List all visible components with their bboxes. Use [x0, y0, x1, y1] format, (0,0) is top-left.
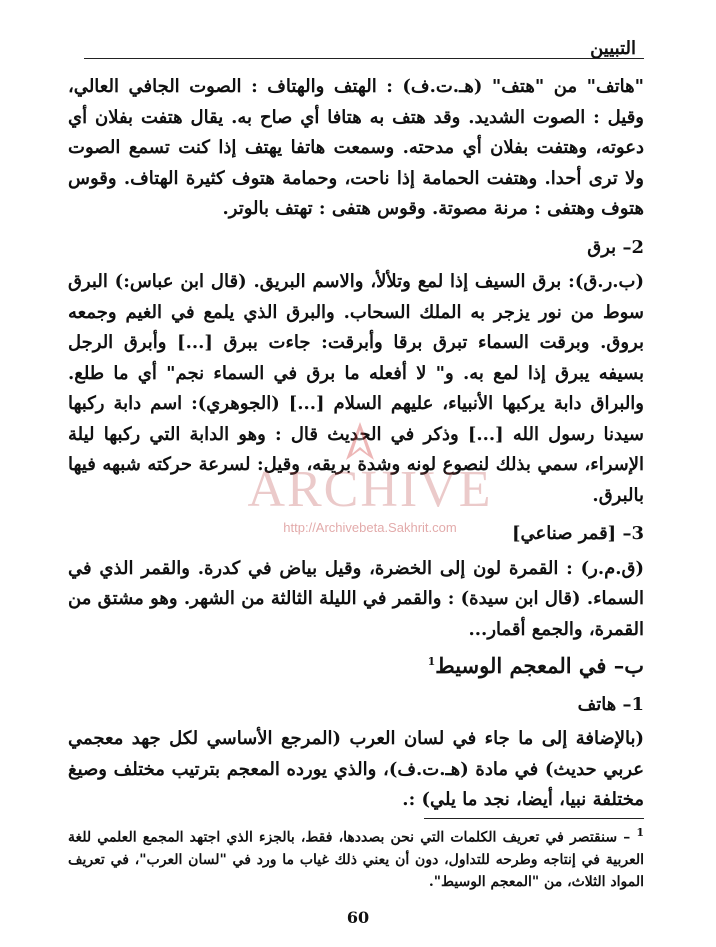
section-heading-text: ب– في المعجم الوسيط	[435, 653, 644, 678]
main-text	[68, 72, 644, 816]
paragraph-hatif-definition: "هاتف" من "هتف" (هـ.ت.ف) : الهتف والهتاف : الصوت الجافي العالي، وقيل : الصوت الشديد. وقد هتف به هتافا أي صاح به. يقال هتفت بفلان أي دعوته، وهتفت بفلان أي مدحته. وسمعت هاتفا يهتف إذا كنت تسمع الصوت ولا ترى أحدا. وهتفت الحمامة إذا ناحت، وحمامة هتوف كثيرة الهتاف. وقوس هتوف وهتفى : مرنة مصوتة. وقوس هتفى : تهتف بالوتر.	[68, 76, 644, 219]
paragraph-qamar-definition: (ق.م.ر) : القمرة لون إلى الخضرة، وقيل بياض في كدرة. والقمر الذي في السماء. (قال ابن سيدة) : والقمر في الليلة الثالثة من الشهر. وهو مشتق من القمرة، والجمع أقمار...	[68, 557, 644, 640]
page-number: 60	[346, 908, 370, 927]
watermark-text: ARCHIVE	[247, 461, 493, 518]
paragraph-barq-definition: (ب.ر.ق): برق السيف إذا لمع وتلألأ، والاسم البريق. (قال ابن عباس:) البرق سوط من نور يزجر به الملك السحاب. والبرق الذي يلمع في الغيم وجمعه بروق. وبرقت السماء تبرق برقا وأبرقت: جاءت ببرق [...] وأبرق الرجل بسيفه يبرق إذا لمع به. و" لا أفعله ما برق في السماء نجم" أي ما طلع. والبراق دابة يركبها الأنبياء، عليهم السلام [...] (الجوهري): اسم دابة ركبها سيدنا رسول الله [...] وذكر في الحديث قال : وهو الدابة التي ركبها ليلة الإسراء، سمي بذلك لنصوع لونه وشدة بريقه، وقيل: لسرعة حركته شبهه فيها بالبرق.	[68, 271, 644, 506]
header-rule	[84, 58, 644, 59]
entry-heading-barq: 2– برق	[587, 236, 644, 258]
footnote-text: – سنقتصر في تعريف الكلمات التي نحن بصددها، فقط، بالجزء الذي اجتهد المجمع العلمي للغة العربية في إنتاجه وطرحه للتداول، دون أن يعني ذلك غياب ما ورد في "لسان العرب"، في تعريف المواد الثلاث، من "المعجم الوسيط".	[68, 829, 644, 890]
watermark-url: http://Archivebeta.Sakhrit.com	[283, 520, 457, 535]
running-header-title: التبيين	[584, 38, 636, 59]
footnote-ref[interactable]: 1	[427, 655, 436, 668]
footnote-rule	[424, 818, 644, 819]
section-heading-wasit	[68, 647, 644, 682]
entry-heading-hatif: 1– هاتف	[577, 693, 644, 715]
entry-heading-qamar: 3– [قمر صناعي]	[512, 523, 644, 544]
paragraph-wasit-intro: (بالإضافة إلى ما جاء في لسان العرب (المرجع الأساسي لكل جهد معجمي عربي حديث) في مادة (هـ.ت.ف)، والذي يورده المعجم بترتيب مختلف وصيغ مختلفة نبيا، أيضا، نجد ما يلي) :.	[68, 728, 644, 810]
footnote	[68, 822, 644, 893]
footnote-marker: 1	[636, 826, 645, 839]
